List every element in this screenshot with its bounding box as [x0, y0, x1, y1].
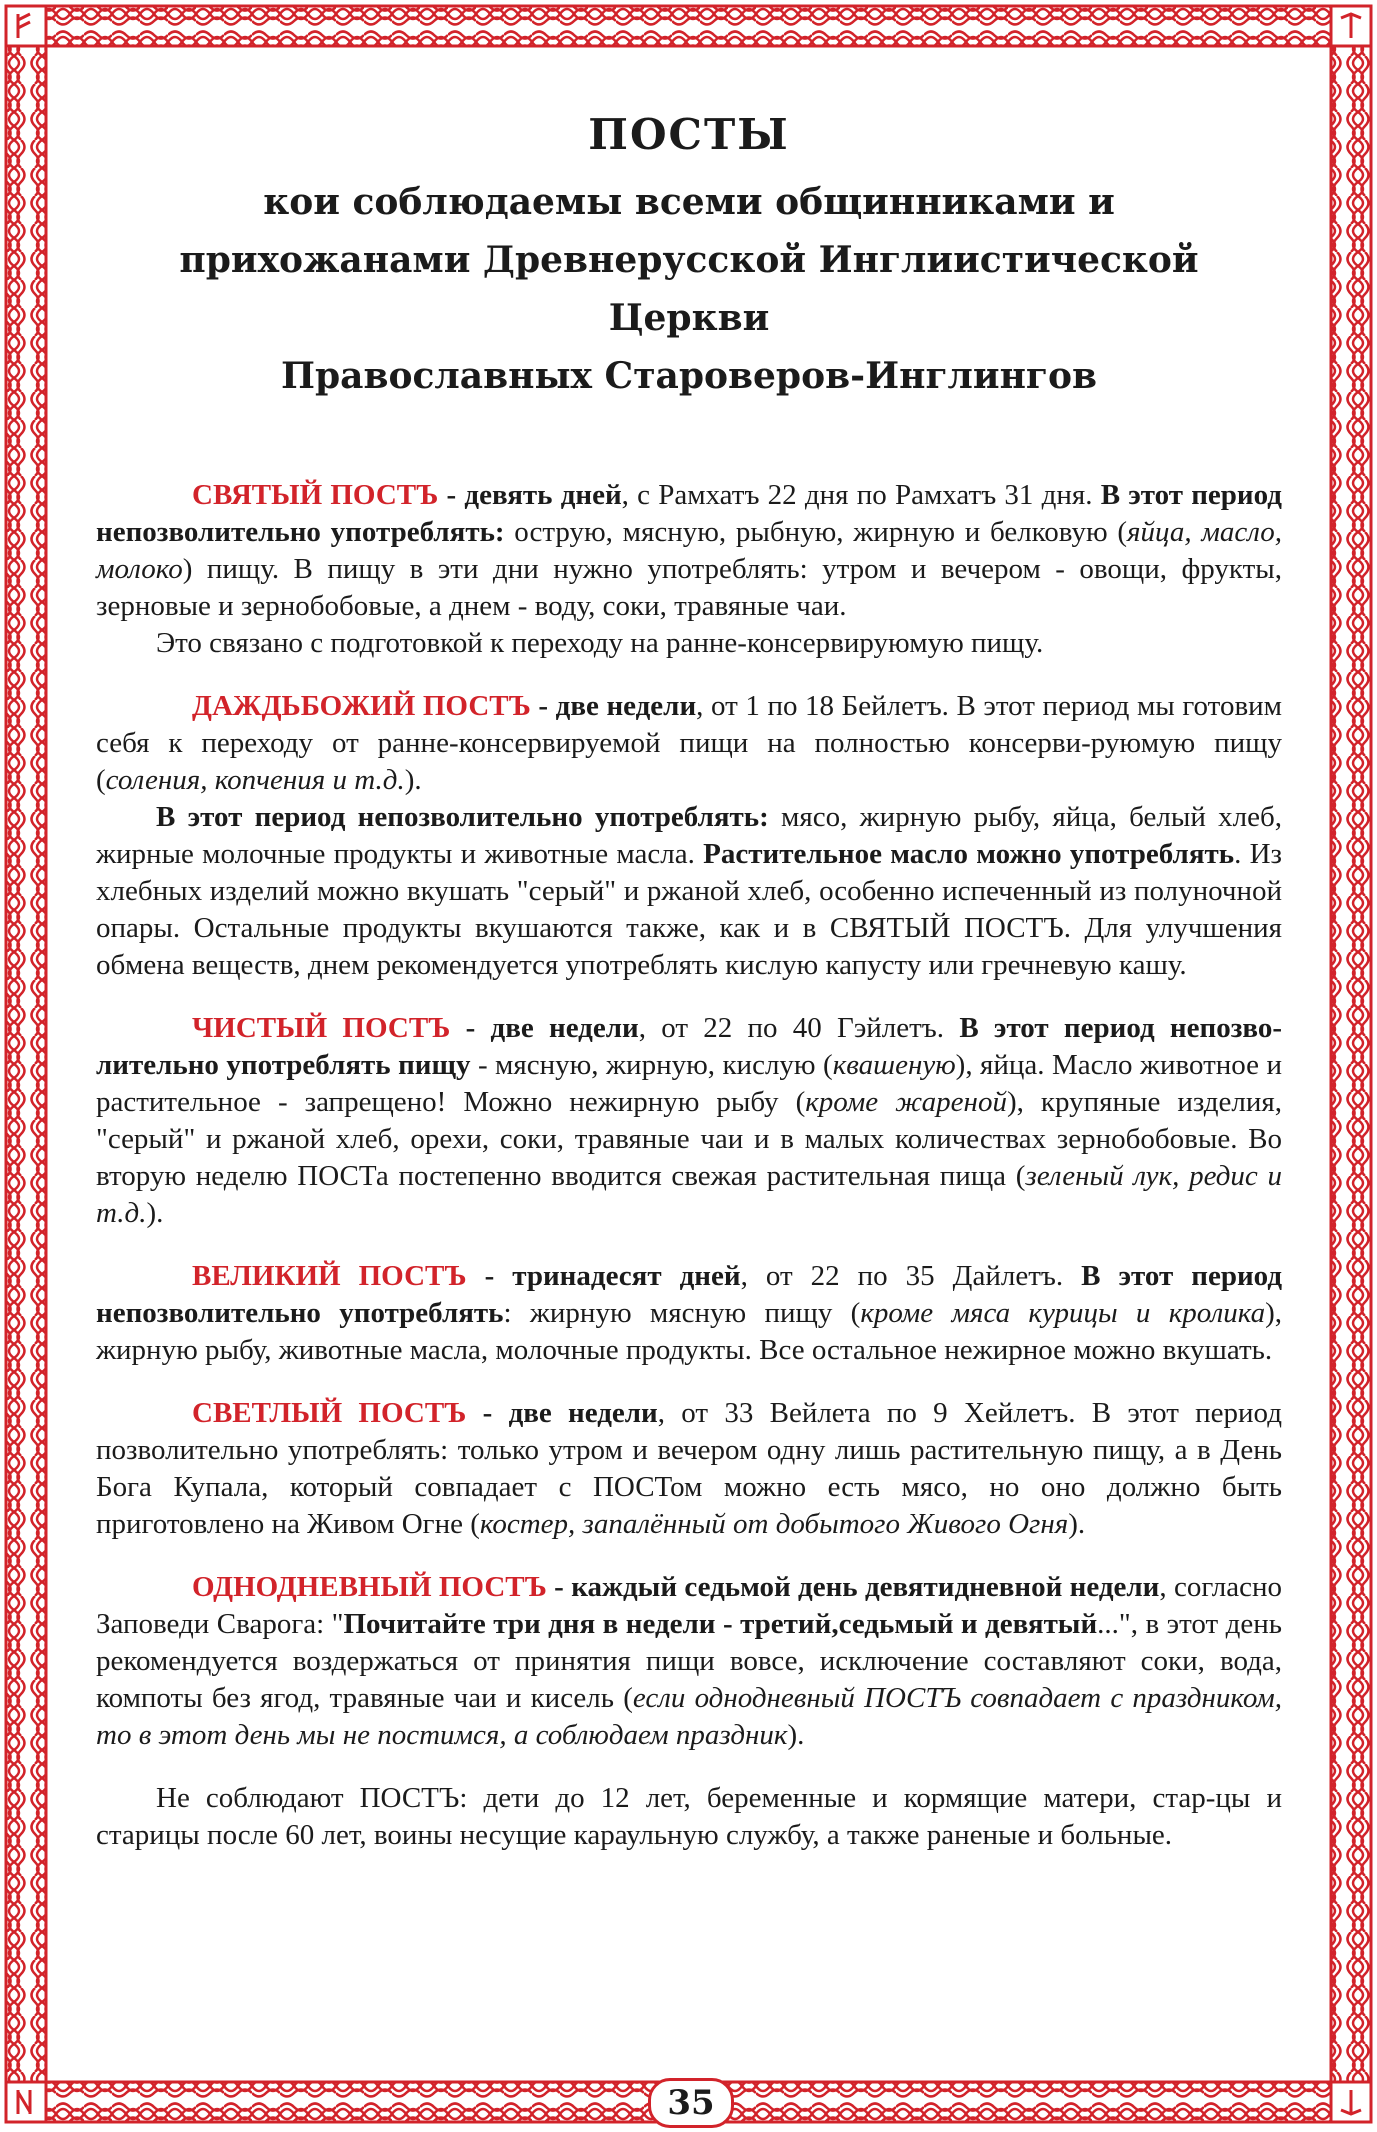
page-content	[96, 110, 1282, 1854]
post-svyatoy-sep: -	[438, 479, 465, 511]
post-svetliy-italic1: костер, запалённый от добытого Живого Огня	[479, 1508, 1069, 1540]
post-velikiy-text3: ), жирную рыбу, животные масла, молочные продукты. Все остальное нежирное можно вкушать.	[96, 1297, 1282, 1366]
post-chistiy-text2: - мясную, жирную, кислую (	[470, 1049, 833, 1081]
post-svyatoy-text1: острую, мясную, рыбную, жирную и белковую (	[504, 516, 1128, 548]
exemptions-note: Не соблюдают ПОСТЪ: дети до 12 лет, беременные и кормящие матери, стар-цы и старицы после 60 лет, воины несущие караульную службу, а также раненые и больные.	[96, 1782, 1282, 1851]
post-velikiy-paragraph	[96, 1258, 1282, 1369]
post-dazhdbozhiy-forbidden-label: В этот период непозволительно употреблять:	[156, 801, 769, 833]
post-dazhdbozhiy-paragraph-2	[96, 799, 1282, 984]
post-chistiy-italic1: квашеную	[832, 1049, 956, 1081]
post-dazhdbozhiy-text1: , от 1 по 18 Бейлетъ. В этот период мы готовим себя к переходу от ранне-консервируемой пищи на полностью консерви-руюмую пищу (	[96, 690, 1283, 796]
post-chistiy-text4: ), крупяные изделия, "серый" и ржаной хлеб, орехи, соки, травяные чаи и в малых количествах зернобобовые. Во вторую неделю ПОСТа постепенно вводится свежая растительная пища (	[96, 1086, 1282, 1192]
post-svyatoy-text2: ) пищу. В пищу в эти дни нужно употреблять: утром и вечером - овощи, фрукты, зерновые и зернобобовые, а днем - воду, соки, травяные чаи.	[96, 553, 1282, 622]
page-title: ПОСТЫ	[588, 110, 790, 159]
post-odnodnevniy-paragraph	[96, 1569, 1282, 1754]
post-dazhdbozhiy-text4: . Из хлебных изделий можно вкушать "серый" и ржаной хлеб, особенно испеченный из полуночной опары. Остальные продукты вкушаются также, как и в СВЯТЫЙ ПОСТЪ. Для улучшения обмена веществ, днем рекомендуется употреблять кислую капусту или гречневую кашу.	[96, 838, 1282, 981]
post-svyatoy-paragraph	[96, 477, 1282, 625]
post-svyatoy-duration: девять дней	[464, 479, 622, 511]
post-velikiy-name: ВЕЛИКИЙ ПОСТЪ	[192, 1260, 467, 1292]
post-dazhdbozhiy-allowed-label: Растительное масло можно употреблять	[703, 838, 1235, 870]
post-odnodnevniy-italic1: если однодневный ПОСТЪ совпадает с праздником, то в этот день мы не постимся, а соблюдаем праздник	[96, 1682, 1282, 1751]
post-svetliy-duration: две недели	[508, 1397, 658, 1429]
post-velikiy-forbidden-label: В этот период непозволительно употреблять	[96, 1260, 1282, 1329]
subtitle-line-2: прихожанами Древнерусской Инглиистической Церкви	[179, 239, 1199, 339]
post-odnodnevniy-sep: -	[546, 1571, 572, 1603]
post-velikiy-text2: : жирную мясную пищу (	[503, 1297, 861, 1329]
post-odnodnevniy-text2: ...", в этот день рекомендуется воздержаться от принятия пищи вовсе, исключение составляют соки, вода, компоты без ягод, травяные чаи и кисель (	[96, 1608, 1282, 1714]
post-chistiy-text3: ), яйца. Масло животное и растительное - запрещено! Можно нежирную рыбу (	[96, 1049, 1283, 1118]
post-chistiy-italic3: зеленый лук, редис и т.д.	[96, 1160, 1282, 1229]
post-svetliy-sep: -	[466, 1397, 509, 1429]
post-dazhdbozhiy-paragraph	[96, 688, 1282, 799]
post-velikiy-text1: , от 22 по 35 Дайлетъ.	[740, 1260, 1082, 1292]
post-chistiy-sep: -	[450, 1012, 491, 1044]
post-svetliy-paragraph	[96, 1395, 1282, 1543]
post-dazhdbozhiy-sep: -	[530, 690, 556, 722]
post-chistiy-italic2: кроме жареной	[805, 1086, 1007, 1118]
post-svyatoy-forbidden-label: В этот период непозволительно употреблять:	[96, 479, 1282, 548]
page-number: 35	[648, 2078, 734, 2128]
post-dazhdbozhiy-duration: две недели	[555, 690, 697, 722]
post-svyatoy-italic1: яйца, масло, молоко	[96, 516, 1282, 585]
post-velikiy-sep: -	[466, 1260, 513, 1292]
post-velikiy-italic1: кроме мяса курицы и кролика	[860, 1297, 1266, 1329]
post-dazhdbozhiy-text2: ).	[404, 764, 422, 796]
post-chistiy-duration: две недели	[490, 1012, 639, 1044]
post-svyatoy-dates: , с Рамхатъ 22 дня по Рамхатъ 31 дня.	[621, 479, 1101, 511]
post-velikiy-duration: тринадесят дней	[512, 1260, 741, 1292]
post-dazhdbozhiy-name: ДАЖДЬБОЖИЙ ПОСТЪ	[192, 690, 531, 722]
post-chistiy-paragraph	[96, 1010, 1282, 1232]
post-odnodnevniy-text1: , согласно Заповеди Сварога: "	[96, 1571, 1282, 1640]
post-dazhdbozhiy-italic1: соления, копчения и т.д.	[105, 764, 405, 796]
subtitle-line-3: Православных Староверов-Инглингов	[280, 355, 1098, 397]
page-subtitle	[96, 173, 1282, 405]
post-chistiy-text1: , от 22 по 40 Гэйлетъ.	[638, 1012, 960, 1044]
subtitle-line-1: кои соблюдаемы всеми общинниками и	[263, 181, 1115, 223]
post-odnodnevniy-duration: каждый седьмой день девятидневной недели	[571, 1571, 1160, 1603]
post-chistiy-name: ЧИСТЫЙ ПОСТЪ	[192, 1012, 451, 1044]
post-odnodnevniy-quote: Почитайте три дня в недели - третий,седьмый и девятый	[343, 1608, 1098, 1640]
post-dazhdbozhiy-text3: мясо, жирную рыбу, яйца, белый хлеб, жирные молочные продукты и животные масла.	[96, 801, 1283, 870]
post-svyatoy-note: Это связано с подготовкой к переходу на ранне-консервируюмую пищу.	[156, 627, 1044, 659]
post-svetliy-text1: , от 33 Вейлета по 9 Хейлетъ. В этот период позволительно употреблять: только утром и вечером одну лишь растительную пищу, а в День Бога Купала, который совпадает с ПОСТом можно есть мясо, но оно должно быть приготовлено на Живом Огне (	[96, 1397, 1282, 1540]
post-svyatoy-name: СВЯТЫЙ ПОСТЪ	[192, 479, 439, 511]
post-svetliy-name: СВЕТЛЫЙ ПОСТЪ	[192, 1397, 467, 1429]
post-odnodnevniy-text3: ).	[787, 1719, 805, 1751]
post-chistiy-text5: ).	[146, 1197, 164, 1229]
post-chistiy-forbidden-label: В этот период непозво-лительно употреблять пищу	[96, 1012, 1282, 1081]
post-svetliy-text2: ).	[1068, 1508, 1086, 1540]
post-odnodnevniy-name: ОДНОДНЕВНЫЙ ПОСТЪ	[192, 1571, 547, 1603]
